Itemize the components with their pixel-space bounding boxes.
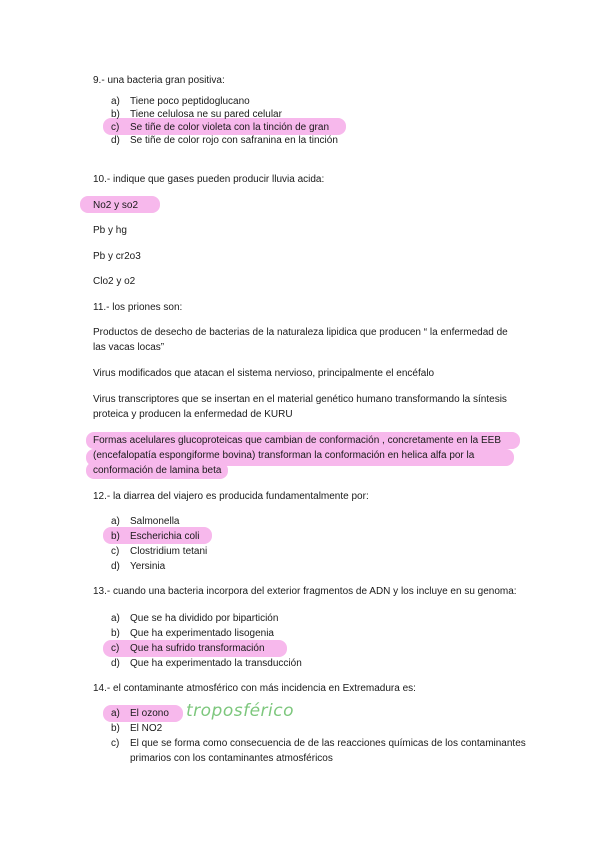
q11-option-1-line1: Productos de desecho de bacterias de la naturaleza lipidica que producen “ la enfermedad de (93, 327, 508, 338)
q10-option-2: Pb y hg (93, 225, 127, 236)
q9-a-text: Tiene poco peptidoglucano (130, 96, 250, 107)
q9-question: 9.- una bacteria gran positiva: (93, 75, 225, 86)
q13-d-text: Que ha experimentado la transducción (130, 658, 302, 669)
q14-c-text-line1: El que se forma como consecuencia de de las reacciones químicas de los contaminantes (130, 738, 526, 749)
q12-c-text: Clostridium tetani (130, 546, 208, 557)
q9-d-letter: d) (111, 135, 120, 146)
q9-c-text: Se tiñe de color violeta con la tinción de gran (130, 122, 330, 133)
handwritten-annotation: troposférico (186, 701, 295, 721)
q12-question: 12.- la diarrea del viajero es producida fundamentalmente por: (93, 491, 369, 502)
q12-a-text: Salmonella (130, 516, 180, 527)
q11-option-4-line2: (encefalopatía espongiforme bovina) transforman la conformación en helica alfa por la (93, 450, 475, 461)
q14-b-text: El NO2 (130, 723, 163, 734)
q9-a-letter: a) (111, 96, 120, 107)
q12-c-letter: c) (111, 546, 120, 557)
q12-d-letter: d) (111, 561, 120, 572)
q12-b-text: Escherichia coli (130, 531, 200, 542)
q13-c-text: Que ha sufrido transformación (130, 643, 265, 654)
q10-option-3: Pb y cr2o3 (93, 251, 141, 262)
q13-d-letter: d) (111, 658, 120, 669)
q10-option-1: No2 y so2 (93, 200, 139, 211)
q10-question: 10.- indique que gases pueden producir lluvia acida: (93, 174, 325, 185)
q13-c-letter: c) (111, 643, 120, 654)
q13-a-letter: a) (111, 613, 120, 624)
q14-question: 14.- el contaminante atmosférico con más incidencia en Extremadura es: (93, 683, 416, 694)
q14-a-text: El ozono (130, 708, 169, 719)
q9-b-text: Tiene celulosa ne su pared celular (130, 109, 282, 120)
q14-b-letter: b) (111, 723, 120, 734)
q13-question: 13.- cuando una bacteria incorpora del exterior fragmentos de ADN y los incluye en su genoma: (93, 586, 517, 597)
q11-question: 11.- los priones son: (93, 302, 183, 313)
q14-c-text-line2: primarios con los contaminantes atmosféricos (130, 753, 333, 764)
q11-option-3-line2: proteica y producen la enfermedad de KURU (93, 409, 293, 420)
q13-b-letter: b) (111, 628, 120, 639)
q13-a-text: Que se ha dividido por bipartición (130, 613, 279, 624)
q12-b-letter: b) (111, 531, 120, 542)
q14-a-letter: a) (111, 708, 120, 719)
q14-c-letter: c) (111, 738, 120, 749)
q13-b-text: Que ha experimentado lisogenia (130, 628, 274, 639)
q11-option-4-line1: Formas acelulares glucoproteicas que cambian de conformación , concretamente en la EEB (93, 435, 501, 446)
q12-d-text: Yersinia (130, 561, 166, 572)
q10-option-4: Clo2 y o2 (93, 276, 136, 287)
q11-option-1-line2: las vacas locas” (93, 342, 165, 353)
q9-c-letter: c) (111, 122, 120, 133)
q11-option-3-line1: Virus transcriptores que se insertan en el material genético humano transformando la síntesis (93, 394, 507, 405)
q9-d-text: Se tiñe de color rojo con safranina en la tinción (130, 135, 338, 146)
q9-b-letter: b) (111, 109, 120, 120)
q11-option-4-line3: conformación de lamina beta (93, 465, 222, 476)
q12-a-letter: a) (111, 516, 120, 527)
q11-option-2: Virus modificados que atacan el sistema nervioso, principalmente el encéfalo (93, 368, 435, 379)
